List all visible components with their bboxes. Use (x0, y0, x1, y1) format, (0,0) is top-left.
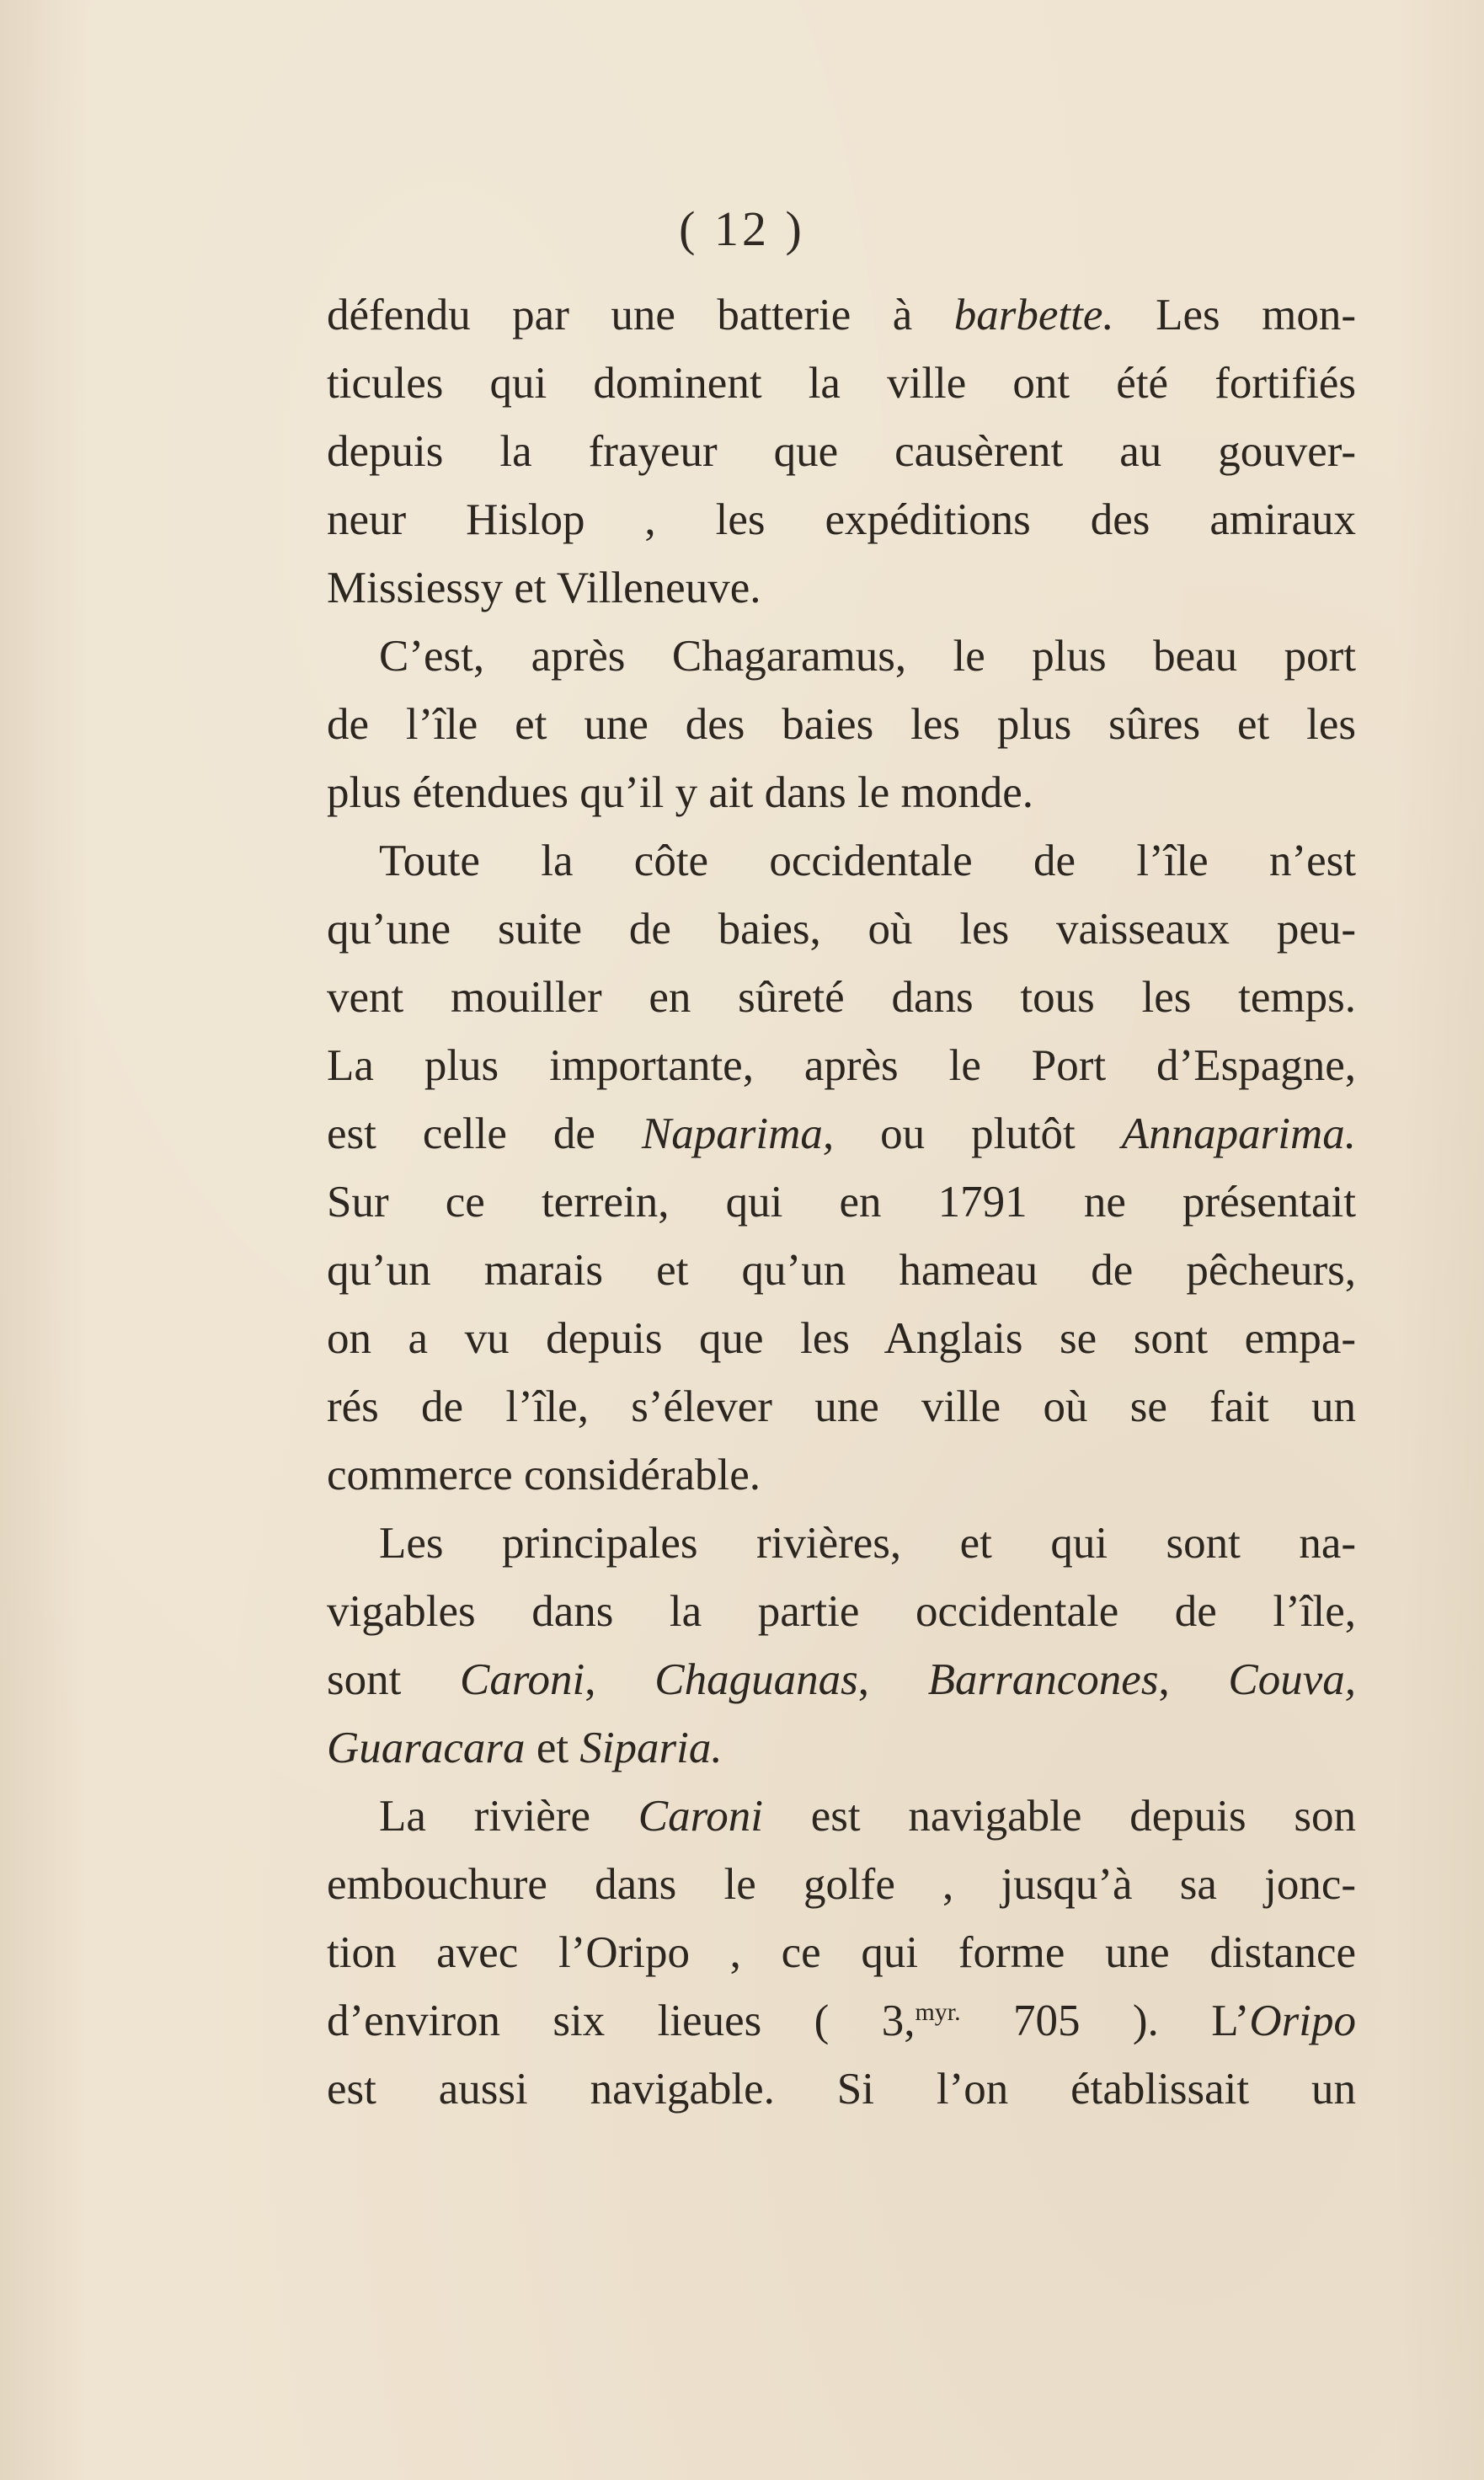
text-line: embouchure dans le golfe , jusqu’à sa jonc- (327, 1860, 1356, 1909)
text-line (327, 1100, 1356, 1168)
text-line (327, 281, 1356, 350)
text-line (327, 1714, 1356, 1782)
text-line: Missiessy et Villeneuve. (327, 564, 761, 612)
text-run: La rivière (379, 1792, 638, 1841)
text-line: vigables dans la partie occidentale de l’île, (327, 1587, 1356, 1636)
text-run: , (857, 1655, 928, 1704)
italic-river-name: Oripo (1249, 1996, 1356, 2045)
text-run: Les mon- (1113, 291, 1356, 339)
italic-place-name: Naparima, (641, 1109, 835, 1158)
text-line: est aussi navigable. Si l’on établissait un (327, 2065, 1356, 2114)
body-text (327, 281, 1356, 2124)
text-line (327, 1782, 1356, 1851)
text-run: est celle de (327, 1109, 642, 1158)
italic-river-name: Guaracara (327, 1724, 526, 1772)
text-run: d’environ six lieues ( 3, (327, 1996, 915, 2045)
text-line: plus étendues qu’il y ait dans le monde. (327, 768, 1033, 817)
text-line: Sur ce terrein, qui en 1791 ne présentait (327, 1178, 1356, 1227)
text-line (327, 1646, 1356, 1714)
text-run: , (585, 1655, 655, 1704)
italic-river-name: Caroni (460, 1655, 585, 1704)
text-line: commerce considérable. (327, 1451, 761, 1499)
text-run: sont (327, 1655, 461, 1704)
italic-river-name: Siparia. (579, 1724, 723, 1772)
text-line: Les principales rivières, et qui sont na- (379, 1519, 1356, 1568)
text-line: Toute la côte occidentale de l’île n’est (379, 836, 1356, 885)
italic-river-name: Couva, (1228, 1655, 1357, 1704)
page-number: ( 12 ) (679, 201, 805, 256)
text-line: La plus importante, après le Port d’Espagne, (327, 1041, 1356, 1090)
text-line: ticules qui dominent la ville ont été fortifiés (327, 359, 1356, 408)
text-line: C’est, après Chagaramus, le plus beau port (379, 632, 1356, 681)
text-line: rés de l’île, s’élever une ville où se fait un (327, 1382, 1356, 1431)
unit-superscript: myr. (915, 1998, 961, 2026)
text-run: 705 ). L’ (960, 1996, 1250, 2045)
italic-place-name: Annaparima. (1121, 1109, 1356, 1158)
text-line: qu’une suite de baies, où les vaisseaux peu- (327, 905, 1356, 954)
text-run: , (1158, 1655, 1229, 1704)
text-line: depuis la frayeur que causèrent au gouver- (327, 427, 1356, 476)
text-line: vent mouiller en sûreté dans tous les temps. (327, 973, 1356, 1022)
text-line (327, 1987, 1356, 2055)
text-line: de l’île et une des baies les plus sûres et les (327, 700, 1356, 749)
text-run: et (525, 1724, 580, 1772)
text-line: tion avec l’Oripo , ce qui forme une distance (327, 1928, 1356, 1977)
text-line: qu’un marais et qu’un hameau de pêcheurs, (327, 1246, 1356, 1295)
italic-river-name: Chaguanas (654, 1655, 858, 1704)
italic-term: barbette. (953, 291, 1114, 339)
text-line: on a vu depuis que les Anglais se sont empa- (327, 1314, 1356, 1363)
text-run: est navigable depuis son (762, 1792, 1356, 1841)
text-run: défendu par une batterie à (327, 291, 954, 339)
italic-river-name: Caroni (638, 1792, 763, 1841)
text-run: ou plutôt (834, 1109, 1122, 1158)
italic-river-name: Barrancones (927, 1655, 1159, 1704)
text-line: neur Hislop , les expéditions des amiraux (327, 495, 1356, 544)
